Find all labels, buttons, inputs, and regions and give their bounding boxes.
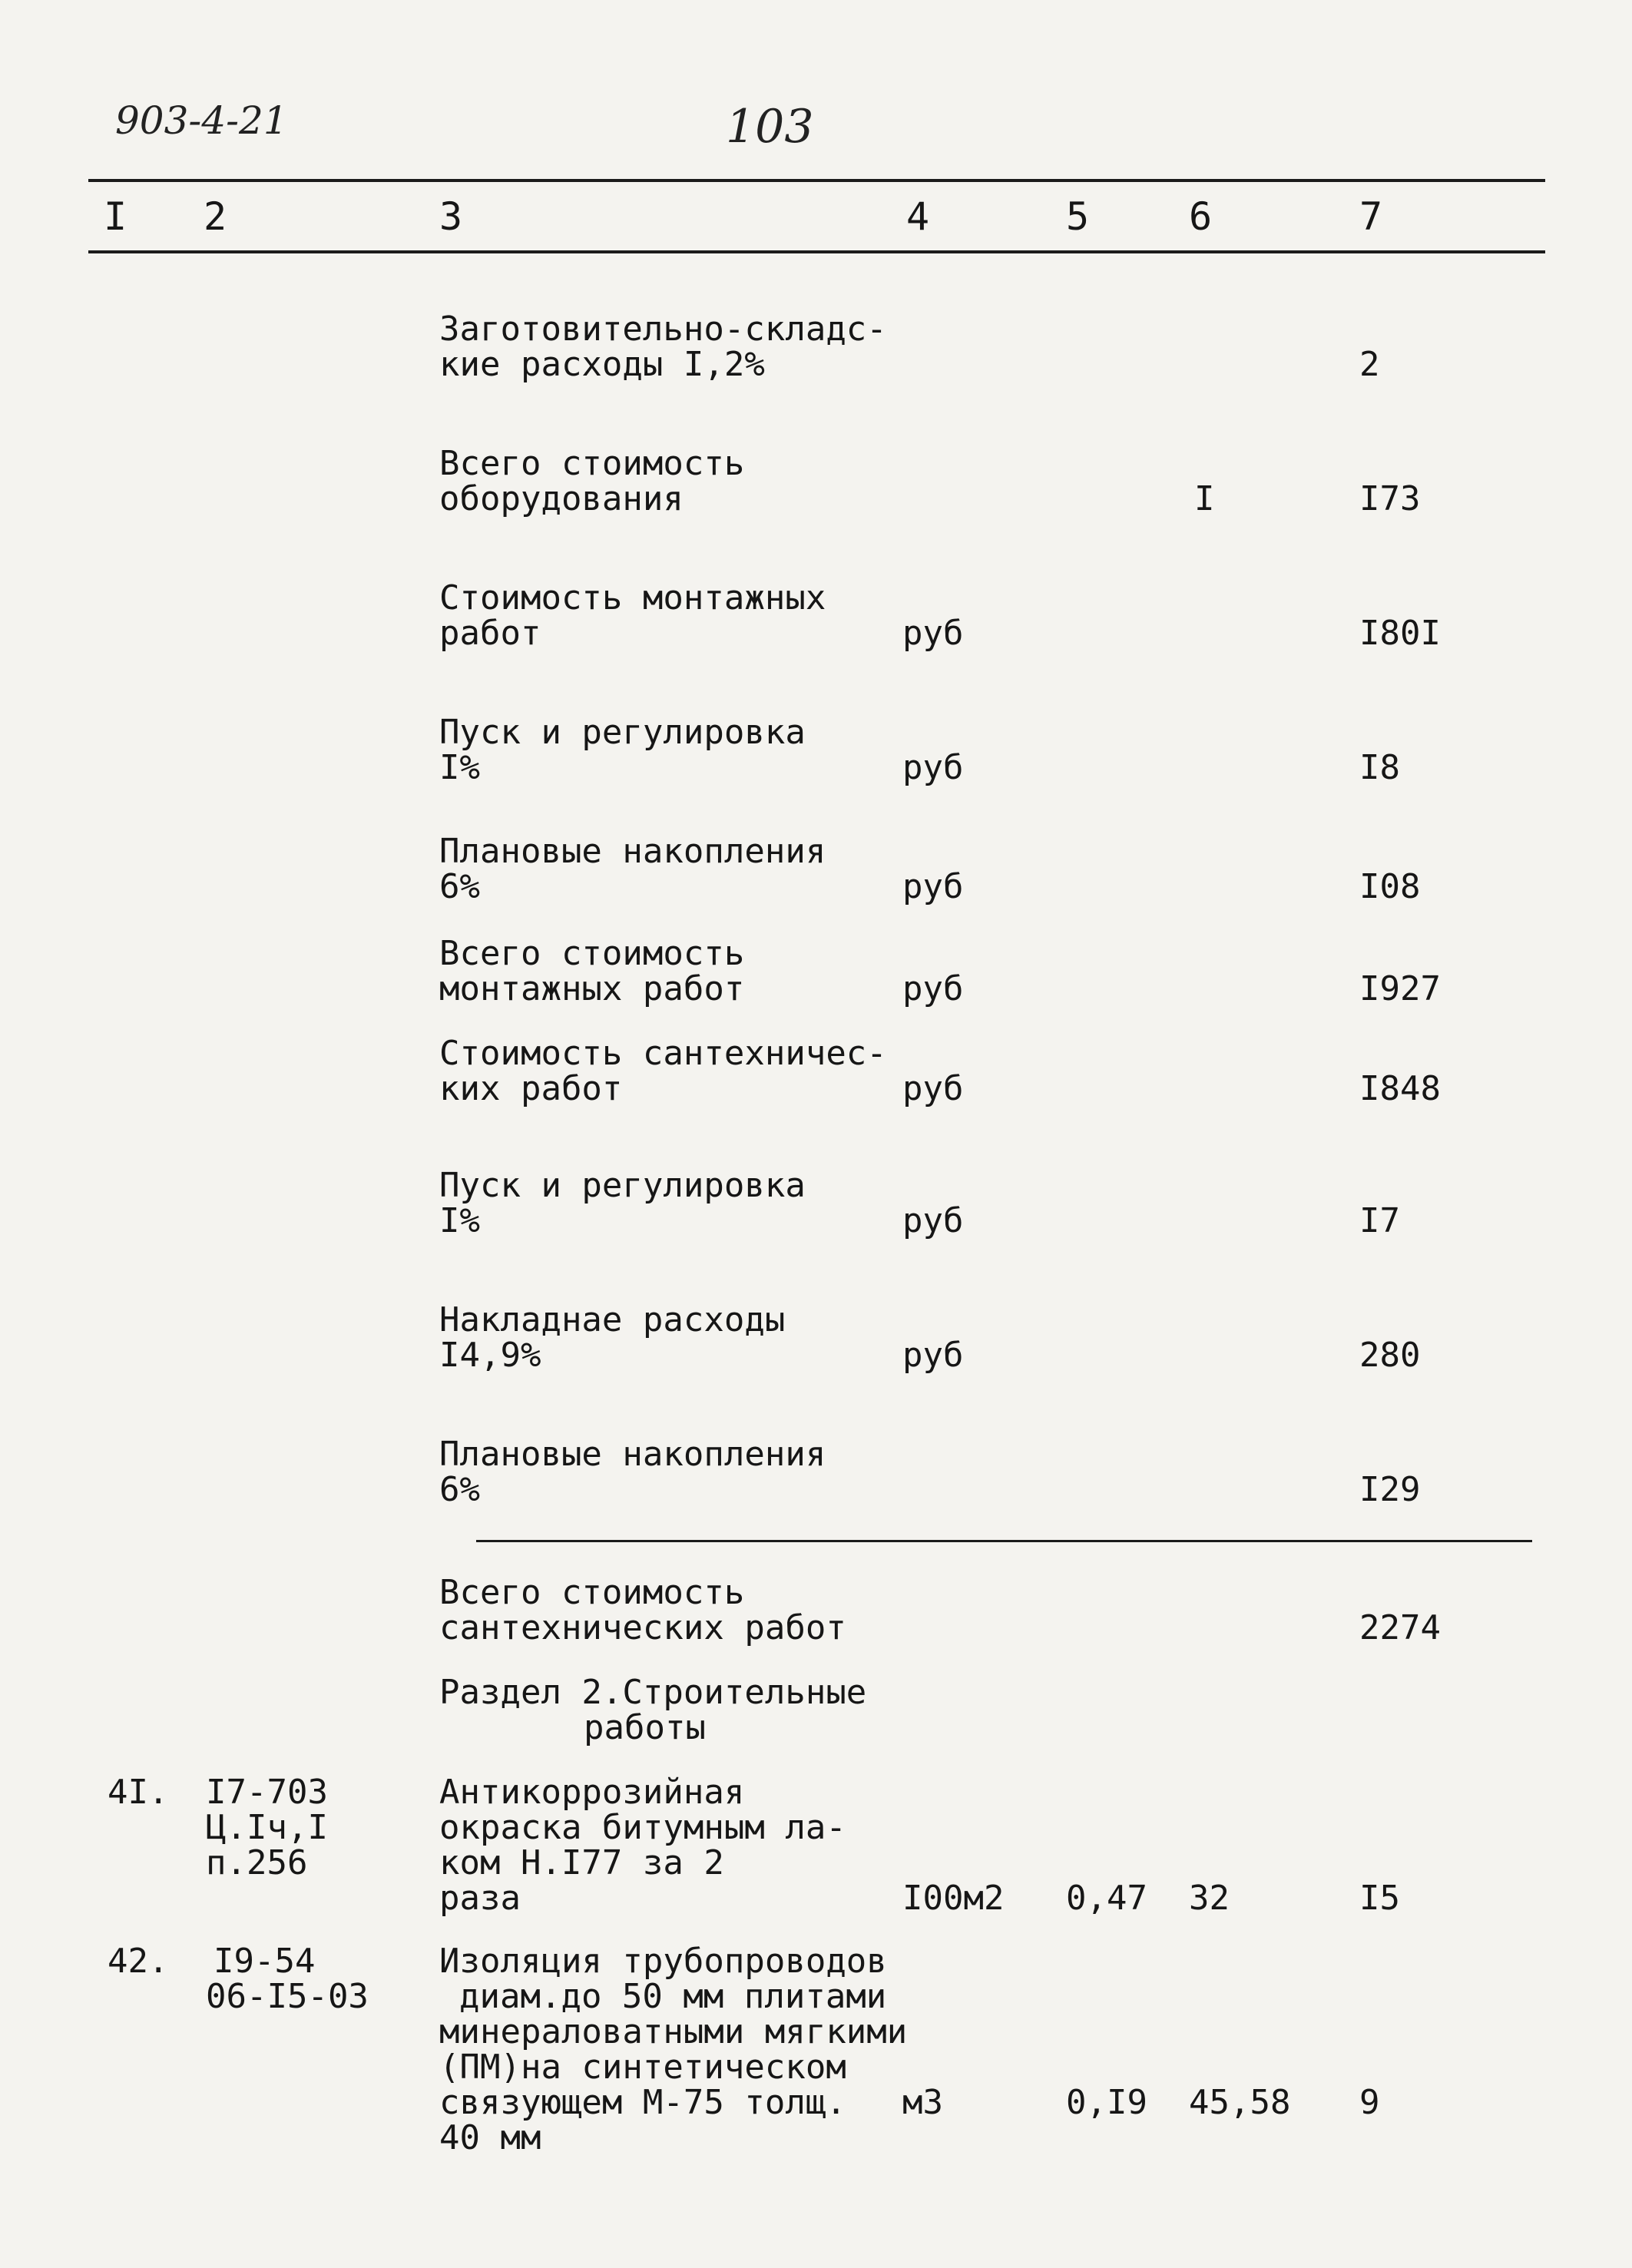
item-quantity: 0,I9 xyxy=(1066,2083,1147,2122)
column-header-5: 5 xyxy=(1066,194,1090,239)
row-description: 6% xyxy=(439,867,480,906)
item-description: Антикоррозийная xyxy=(439,1773,745,1812)
row-description: сантехнических работ xyxy=(439,1608,846,1647)
row-total: I73 xyxy=(1359,479,1421,518)
row-total: I8 xyxy=(1359,748,1400,787)
column-header-2: 2 xyxy=(204,194,227,239)
row-description: Всего стоимость xyxy=(439,1573,745,1612)
item-description: (ПМ)на синтетическом xyxy=(439,2048,846,2087)
page-number: 103 xyxy=(726,100,814,154)
row-description: кие расходы I,2% xyxy=(439,345,765,384)
row-unit: руб xyxy=(902,1201,964,1240)
column-header-6: 6 xyxy=(1189,194,1213,239)
item-unit-price: 45,58 xyxy=(1189,2083,1291,2122)
item-total: 9 xyxy=(1359,2083,1380,2122)
row-description: Пуск и регулировка xyxy=(439,713,806,752)
column-header-3: 3 xyxy=(439,194,463,239)
row-description: I% xyxy=(439,1201,480,1240)
row-quantity: I xyxy=(1194,479,1215,518)
row-unit: руб xyxy=(902,748,964,787)
item-quantity: 0,47 xyxy=(1066,1879,1147,1918)
item-description: окраска битумным ла- xyxy=(439,1808,846,1847)
item-description: раза xyxy=(439,1879,521,1918)
item-unit: м3 xyxy=(902,2083,943,2122)
row-description: оборудования xyxy=(439,479,684,518)
row-description: Стоимость монтажных xyxy=(439,578,826,617)
item-code: I7-703 xyxy=(206,1773,328,1812)
row-unit: руб xyxy=(902,1069,964,1108)
column-header-1: I xyxy=(104,194,127,239)
item-unit: I00м2 xyxy=(902,1879,1005,1918)
item-unit-price: 32 xyxy=(1189,1879,1230,1918)
item-description: связующем М-75 толщ. xyxy=(439,2083,846,2122)
row-description: Накладнае расходы xyxy=(439,1300,786,1339)
subtotal-divider xyxy=(476,1540,1532,1542)
section-heading: Раздел 2.Строительные xyxy=(439,1673,867,1712)
row-description: работ xyxy=(439,614,541,653)
row-description: ких работ xyxy=(439,1069,623,1108)
row-total: I927 xyxy=(1359,969,1441,1008)
row-total: 2 xyxy=(1359,345,1380,384)
item-code: I9-54 xyxy=(214,1942,316,1981)
row-total: I848 xyxy=(1359,1069,1441,1108)
row-total: I29 xyxy=(1359,1470,1421,1509)
row-total: I7 xyxy=(1359,1201,1400,1240)
row-description: Пуск и регулировка xyxy=(439,1166,806,1205)
item-description: диам.до 50 мм плитами xyxy=(459,1977,887,2016)
row-description: Плановые накопления xyxy=(439,832,826,871)
row-description: 6% xyxy=(439,1470,480,1509)
row-description: Плановые накопления xyxy=(439,1435,826,1474)
item-total: I5 xyxy=(1359,1879,1400,1918)
item-description: 40 мм xyxy=(439,2118,541,2157)
column-header-7: 7 xyxy=(1359,194,1383,239)
row-total: 2274 xyxy=(1359,1608,1441,1647)
header-bottom-rule xyxy=(88,250,1545,253)
item-code: Ц.Iч,I xyxy=(206,1808,328,1847)
item-description: минераловатными мягкими xyxy=(439,2012,908,2051)
row-description: Заготовительно-складс- xyxy=(439,310,887,349)
column-header-4: 4 xyxy=(906,194,930,239)
item-code: 06-I5-03 xyxy=(206,1977,369,2016)
row-unit: руб xyxy=(902,614,964,653)
top-rule xyxy=(88,179,1545,182)
row-total: 280 xyxy=(1359,1336,1421,1375)
row-unit: руб xyxy=(902,867,964,906)
section-heading: работы xyxy=(584,1708,706,1747)
row-description: Всего стоимость xyxy=(439,444,745,483)
item-number: 42. xyxy=(108,1942,169,1981)
row-unit: руб xyxy=(902,1336,964,1375)
row-description: I% xyxy=(439,748,480,787)
item-number: 4I. xyxy=(108,1773,169,1812)
row-description: монтажных работ xyxy=(439,969,745,1008)
row-description: Всего стоимость xyxy=(439,934,745,973)
row-unit: руб xyxy=(902,969,964,1008)
row-total: I80I xyxy=(1359,614,1441,653)
document-code: 903-4-21 xyxy=(115,98,288,143)
item-code: п.256 xyxy=(206,1843,308,1882)
item-description: Изоляция трубопроводов xyxy=(439,1942,887,1981)
row-description: I4,9% xyxy=(439,1336,541,1375)
row-total: I08 xyxy=(1359,867,1421,906)
item-description: ком Н.I77 за 2 xyxy=(439,1843,724,1882)
row-description: Стоимость сантехничес- xyxy=(439,1034,887,1073)
